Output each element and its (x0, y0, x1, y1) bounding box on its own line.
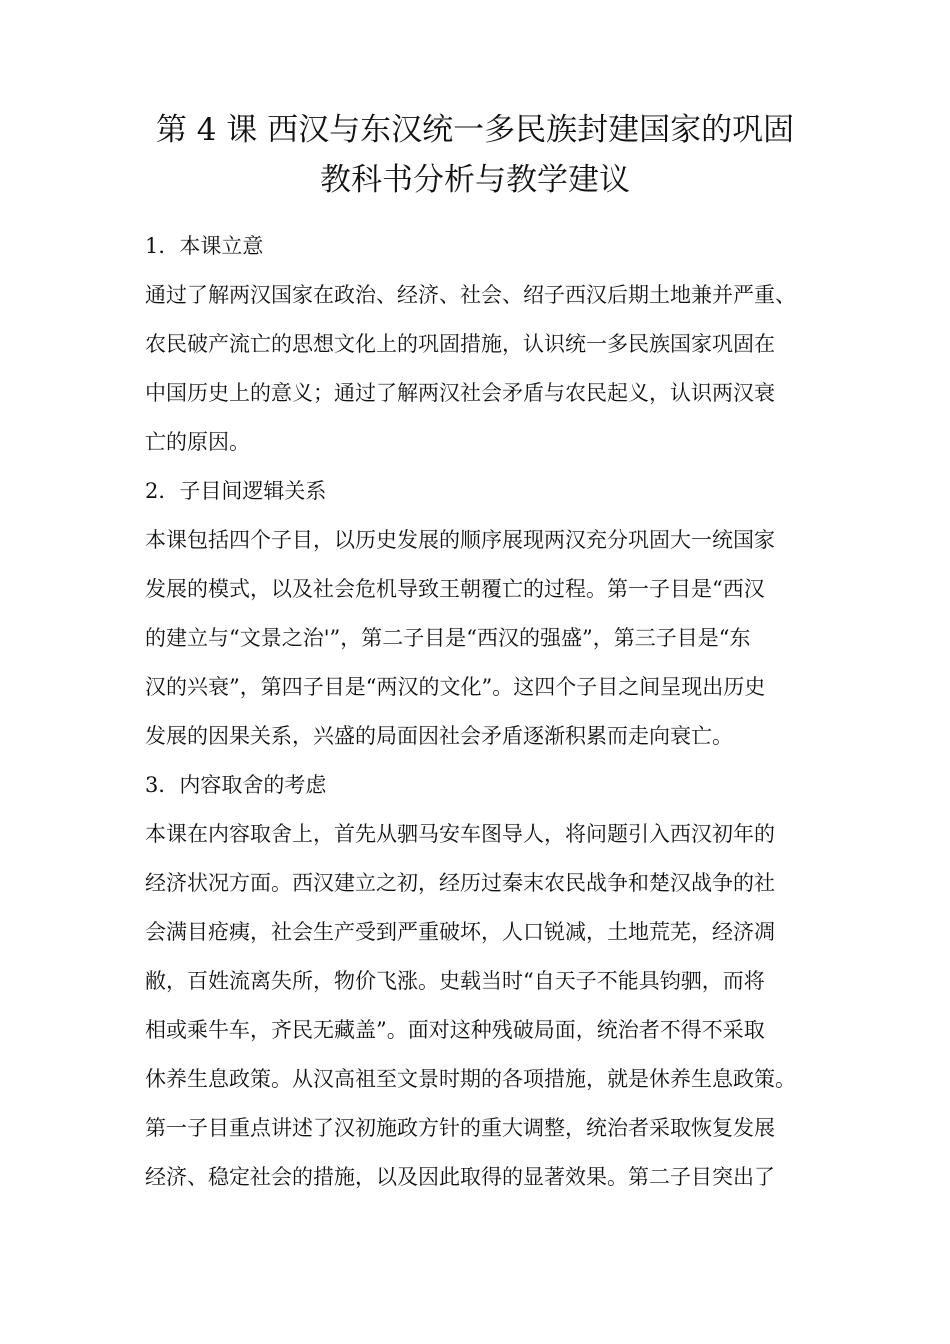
section-heading-purpose: 1．本课立意 (145, 234, 264, 258)
paragraph-line: 亡的原因。 (145, 430, 250, 454)
paragraph-line: 第一子目重点讲述了汉初施政方针的重大调整，统治者采取恢复发展 (145, 1116, 775, 1140)
document-body (145, 222, 815, 1202)
document-title: 第 4 课 西汉与东汉统一多民族封建国家的巩固 (155, 112, 795, 148)
document-subtitle: 教科书分析与教学建议 (320, 162, 630, 198)
paragraph-line: 农民破产流亡的思想文化上的巩固措施，认识统一多民族国家巩固在 (145, 332, 775, 356)
section-heading-content: 3．内容取舍的考虑 (145, 773, 327, 797)
paragraph-line: 汉的兴衰”，第四子目是“两汉的文化”。这四个子目之间呈现出历史 (145, 675, 766, 699)
paragraph-line: 的建立与“文景之治'”，第二子目是“西汉的强盛”，第三子目是“东 (145, 626, 751, 650)
paragraph-line: 发展的模式，以及社会危机导致王朝覆亡的过程。第一子目是“西汉 (145, 577, 765, 601)
paragraph-line: 中国历史上的意义；通过了解两汉社会矛盾与农民起义，认识两汉衰 (145, 381, 775, 405)
section-heading-logic: 2．子目间逻辑关系 (145, 479, 327, 503)
paragraph-line: 本课包括四个子目，以历史发展的顺序展现两汉充分巩固大一统国家 (145, 528, 775, 552)
paragraph-line: 休养生息政策。从汉高祖至文景时期的各项措施，就是休养生息政策。 (145, 1067, 796, 1091)
paragraph-line: 本课在内容取舍上，首先从驷马安车图导人，将问题引入西汉初年的 (145, 822, 775, 846)
paragraph-line: 相或乘牛车，齐民无藏盖”。面对这种残破局面，统治者不得不采取 (145, 1018, 765, 1042)
paragraph-line: 经济、稳定社会的措施，以及因此取得的显著效果。第二子目突出了 (145, 1165, 775, 1189)
paragraph-line: 通过了解两汉国家在政治、经济、社会、绍子西汉后期土地兼并严重、 (145, 283, 796, 307)
paragraph-line: 会满目疮痍，社会生产受到严重破坏，人口锐减，土地荒芜，经济凋 (145, 920, 775, 944)
paragraph-line: 敝，百姓流离失所，物价飞涨。史载当时“自天子不能具钧驷，而将 (145, 969, 765, 993)
paragraph-line: 经济状况方面。西汉建立之初，经历过秦末农民战争和楚汉战争的社 (145, 871, 775, 895)
paragraph-line: 发展的因果关系，兴盛的局面因社会矛盾逐渐积累而走向衰亡。 (145, 724, 733, 748)
